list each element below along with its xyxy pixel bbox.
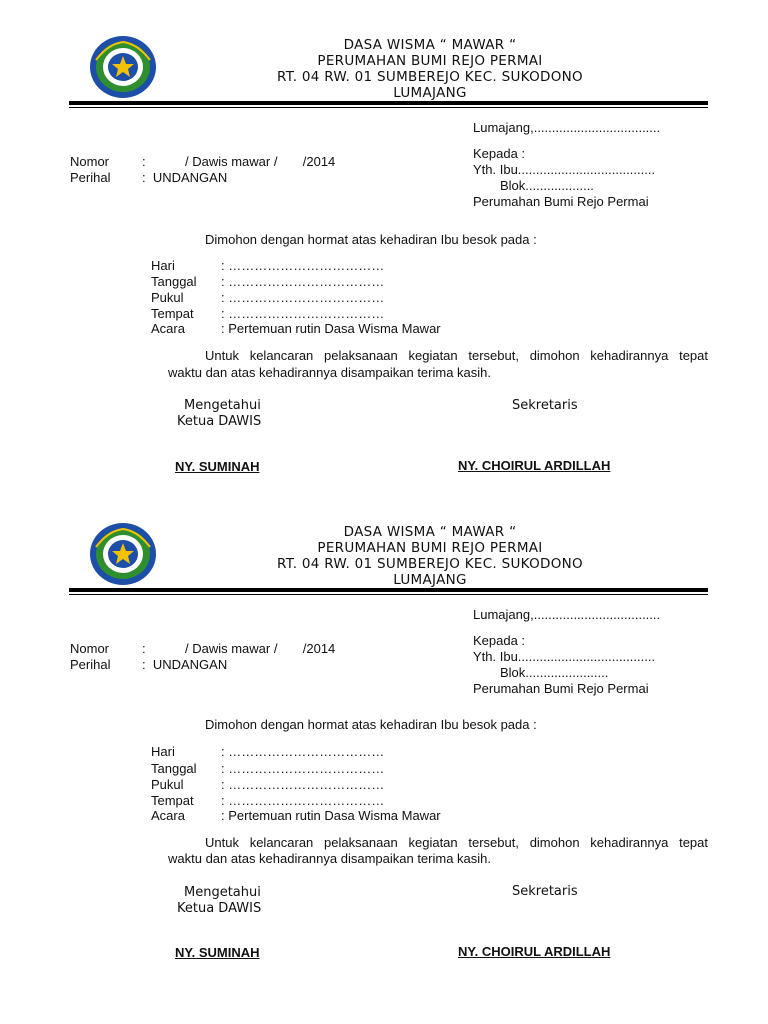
detail-label-acara: Acara [151,808,185,823]
pkk-emblem-icon [88,34,158,100]
signatory-left-name: NY. SUMINAH [175,459,260,474]
closing-line-1: Untuk kelancaran pelaksanaan kegiatan tersebut, dimohon kehadirannya tepat [205,348,708,363]
recipient-address: Perumahan Bumi Rejo Permai [473,194,649,209]
signature-left-title: Mengetahui [184,885,261,900]
detail-label-tempat: Tempat [151,306,194,321]
detail-label-pukul: Pukul [151,777,184,792]
detail-label-hari: Hari [151,744,175,759]
header-address: RT. 04 RW. 01 SUMBEREJO KEC. SUKODONO [277,69,583,85]
detail-value-acara: : Pertemuan rutin Dasa Wisma Mawar [221,808,441,823]
recipient-yth: Yth. Ibu...................................... [473,649,656,664]
header-divider-thick [69,101,708,105]
nomor-label: Nomor [70,641,110,656]
place-date: Lumajang,................................... [473,120,661,135]
recipient-kepada: Kepada : [473,633,526,648]
detail-label-pukul: Pukul [151,290,184,305]
closing-line-2: waktu dan atas kehadirannya disampaikan terima kasih. [168,851,492,866]
nomor-colon: : [142,154,146,169]
nomor-value: / Dawis mawar / /2014 [185,641,336,656]
opening-text: Dimohon dengan hormat atas kehadiran Ibu besok pada : [205,232,537,247]
detail-value-tempat: : ……………………………… [221,306,385,321]
closing-line-1: Untuk kelancaran pelaksanaan kegiatan tersebut, dimohon kehadirannya tepat [205,835,708,850]
closing-line-2: waktu dan atas kehadirannya disampaikan terima kasih. [168,365,492,380]
header-city: LUMAJANG [393,572,467,588]
perihal-value: : UNDANGAN [142,657,228,672]
signature-left-title: Mengetahui [184,398,261,413]
signature-right-role: Sekretaris [512,398,578,413]
detail-label-tempat: Tempat [151,793,194,808]
signatory-right-name: NY. CHOIRUL ARDILLAH [458,944,611,959]
detail-label-tanggal: Tanggal [151,761,197,776]
detail-value-tanggal: : ……………………………… [221,274,385,289]
place-date: Lumajang,................................... [473,607,661,622]
perihal-label: Perihal [70,170,111,185]
header-org-name: DASA WISMA “ MAWAR “ [343,524,517,540]
signature-left-role: Ketua DAWIS [177,901,262,916]
recipient-yth: Yth. Ibu...................................... [473,162,656,177]
detail-label-tanggal: Tanggal [151,274,197,289]
detail-value-acara: : Pertemuan rutin Dasa Wisma Mawar [221,321,441,336]
signature-right-role: Sekretaris [512,884,578,899]
header-housing: PERUMAHAN BUMI REJO PERMAI [317,53,543,69]
header-city: LUMAJANG [393,85,467,101]
header-divider-thick [69,588,708,592]
recipient-address: Perumahan Bumi Rejo Permai [473,681,649,696]
invitation-letter-2 [0,487,768,974]
detail-label-hari: Hari [151,258,175,273]
detail-value-tanggal: : ……………………………… [221,761,385,776]
detail-label-acara: Acara [151,321,185,336]
nomor-label: Nomor [70,154,110,169]
detail-value-pukul: : ……………………………… [221,290,385,305]
header-divider-thin [69,594,708,595]
recipient-kepada: Kepada : [473,146,526,161]
header-address: RT. 04 RW. 01 SUMBEREJO KEC. SUKODONO [277,556,583,572]
signature-left-role: Ketua DAWIS [177,414,262,429]
signatory-left-name: NY. SUMINAH [175,945,260,960]
signatory-right-name: NY. CHOIRUL ARDILLAH [458,458,611,473]
nomor-colon: : [142,641,146,656]
detail-value-hari: : ……………………………… [221,258,385,273]
invitation-letter-1 [0,0,768,487]
perihal-value: : UNDANGAN [142,170,228,185]
header-divider-thin [69,107,708,108]
detail-value-hari: : ……………………………… [221,744,385,759]
recipient-blok: Blok....................... [500,665,609,680]
detail-value-tempat: : ……………………………… [221,793,385,808]
recipient-blok: Blok................... [500,178,594,193]
header-housing: PERUMAHAN BUMI REJO PERMAI [317,540,543,556]
header-org-name: DASA WISMA “ MAWAR “ [343,37,517,53]
perihal-label: Perihal [70,657,111,672]
opening-text: Dimohon dengan hormat atas kehadiran Ibu besok pada : [205,717,537,732]
pkk-emblem-icon [88,521,158,587]
nomor-value: / Dawis mawar / /2014 [185,154,336,169]
detail-value-pukul: : ……………………………… [221,777,385,792]
